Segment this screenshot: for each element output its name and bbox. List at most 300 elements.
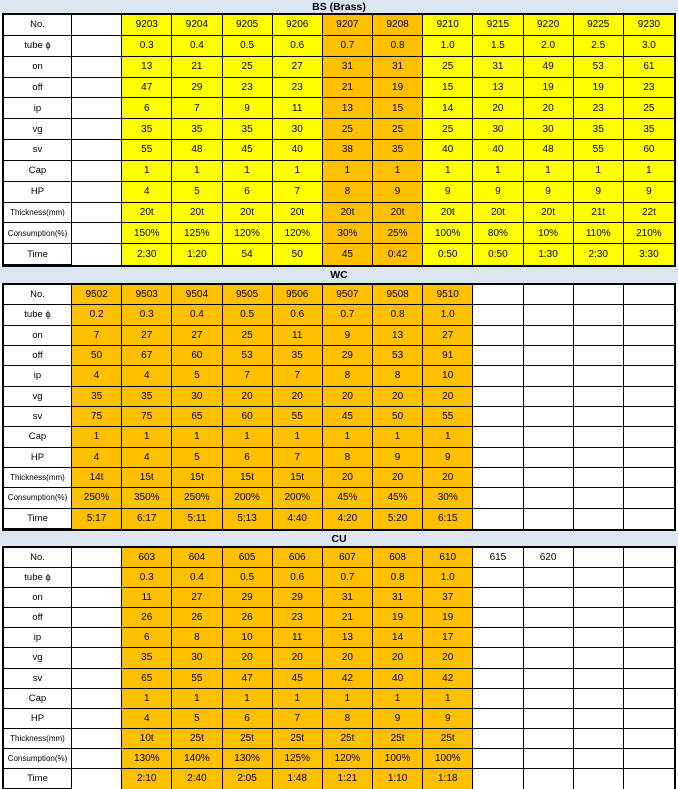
table-cell: 0.8 [373,568,423,588]
row-label: vg [4,387,72,407]
row-label: Cap [4,161,72,182]
table-cell [524,648,574,668]
table-cell: 50 [373,407,423,427]
table-cell: 9 [423,182,473,203]
table-cell: 0.6 [273,568,323,588]
table-cell [524,366,574,386]
table-cell: 20 [423,648,473,668]
table-cell: 15 [373,98,423,119]
table-cell: 9502 [72,285,122,305]
table-cell: 30% [323,223,373,244]
table-cell: 1:20 [172,244,222,265]
table-cell: 20t [373,203,423,224]
table-cell: 1 [323,427,373,447]
table-cell: 11 [273,628,323,648]
row-label: Consumption(%) [4,488,72,508]
table-cell: 606 [273,548,323,568]
table-cell: 42 [423,669,473,689]
table-cell [473,769,523,789]
table-cell [72,749,122,769]
table-cell [473,729,523,749]
table-cell: 200% [223,488,273,508]
table-cell [574,628,624,648]
table-cell [473,709,523,729]
table-cell: 2:40 [172,769,222,789]
table-cell: 9225 [574,15,624,36]
table-cell [72,57,122,78]
row-label: off [4,608,72,628]
table-cell: 1.0 [423,305,473,325]
table-cell: 75 [72,407,122,427]
wc-table [2,283,676,531]
row-label: off [4,346,72,366]
row-label: sv [4,140,72,161]
table-cell: 25 [373,119,423,140]
table-cell [624,305,674,325]
table-cell: 608 [373,548,423,568]
table-cell [473,387,523,407]
row-label: Thickness(mm) [4,468,72,488]
table-cell: 75 [122,407,172,427]
table-cell: 55 [423,407,473,427]
row-label: No. [4,15,72,36]
row-label: ip [4,366,72,386]
table-cell [624,509,674,529]
table-cell [72,98,122,119]
table-cell: 615 [473,548,523,568]
table-cell: 3:30 [624,244,674,265]
table-cell: 65 [122,669,172,689]
table-cell [473,648,523,668]
table-cell: 47 [223,669,273,689]
table-cell: 100% [373,749,423,769]
table-cell [624,689,674,709]
table-cell: 30 [172,387,222,407]
table-cell: 45% [323,488,373,508]
table-cell: 20 [323,648,373,668]
table-cell [524,448,574,468]
table-cell: 13 [323,98,373,119]
table-cell: 20 [423,387,473,407]
table-cell [72,203,122,224]
table-cell: 5 [172,182,222,203]
table-cell: 9505 [223,285,273,305]
table-cell: 0.7 [323,568,373,588]
table-cell [473,468,523,488]
table-cell [624,285,674,305]
table-cell [624,366,674,386]
table-cell: 25t [223,729,273,749]
table-cell: 53 [574,57,624,78]
table-cell: 30 [473,119,523,140]
table-cell: 8 [323,366,373,386]
table-cell: 1 [423,161,473,182]
table-cell: 27 [122,326,172,346]
row-label: ip [4,98,72,119]
table-cell: 1 [122,161,172,182]
table-cell: 25 [423,57,473,78]
table-cell: 1 [574,161,624,182]
table-cell: 9 [223,98,273,119]
table-cell: 1 [122,689,172,709]
table-cell: 1 [172,689,222,709]
table-cell: 140% [172,749,222,769]
table-cell: 23 [273,78,323,99]
table-cell [72,669,122,689]
table-cell: 1 [624,161,674,182]
table-cell: 603 [122,548,172,568]
table-cell [524,729,574,749]
table-cell [574,608,624,628]
table-cell: 0.6 [273,36,323,57]
table-cell: 20 [273,387,323,407]
table-cell [524,628,574,648]
table-cell: 7 [172,98,222,119]
table-cell: 29 [172,78,222,99]
table-cell: 9 [373,182,423,203]
table-cell: 210% [624,223,674,244]
table-cell: 29 [223,588,273,608]
table-cell: 35 [72,387,122,407]
row-label: tube ϕ [4,305,72,325]
table-cell: 19 [423,608,473,628]
table-cell: 35 [624,119,674,140]
table-cell: 80% [473,223,523,244]
table-cell [524,509,574,529]
table-cell: 9207 [323,15,373,36]
table-cell: 53 [373,346,423,366]
table-cell: 1.5 [473,36,523,57]
table-cell: 31 [373,57,423,78]
table-cell: 9 [423,448,473,468]
table-cell [473,669,523,689]
table-cell: 1 [273,427,323,447]
table-cell: 20 [323,468,373,488]
table-cell: 1:21 [323,769,373,789]
row-label: Time [4,769,72,789]
table-cell: 0.7 [323,305,373,325]
table-cell: 38 [323,140,373,161]
table-cell: 20t [423,203,473,224]
table-cell: 8 [323,709,373,729]
table-cell: 47 [122,78,172,99]
table-cell: 20 [323,387,373,407]
table-cell: 10t [122,729,172,749]
table-cell: 35 [172,119,222,140]
table-cell [72,223,122,244]
table-cell: 53 [223,346,273,366]
table-cell: 9506 [273,285,323,305]
table-cell: 25t [323,729,373,749]
table-cell [624,588,674,608]
table-cell [72,15,122,36]
table-cell: 10% [524,223,574,244]
table-cell: 0.8 [373,305,423,325]
table-cell: 6 [223,709,273,729]
table-cell [524,387,574,407]
table-cell: 23 [624,78,674,99]
table-cell: 25 [624,98,674,119]
table-cell [574,769,624,789]
table-cell: 9210 [423,15,473,36]
table-cell: 5 [172,366,222,386]
table-cell: 0.6 [273,305,323,325]
table-cell: 40 [473,140,523,161]
table-cell [624,568,674,588]
table-cell: 11 [273,326,323,346]
table-cell: 35 [122,119,172,140]
row-label: No. [4,285,72,305]
table-cell: 17 [423,628,473,648]
table-cell: 35 [122,387,172,407]
row-label: tube ϕ [4,36,72,57]
row-label: Thickness(mm) [4,729,72,749]
table-cell: 49 [524,57,574,78]
table-cell [524,285,574,305]
table-cell: 25t [423,729,473,749]
table-cell: 1 [172,427,222,447]
table-cell [574,669,624,689]
row-label: Consumption(%) [4,749,72,769]
table-cell [72,709,122,729]
table-cell: 4 [122,182,172,203]
table-cell: 8 [323,182,373,203]
table-cell: 1 [223,427,273,447]
row-label: No. [4,548,72,568]
table-cell: 5:13 [223,509,273,529]
table-cell: 20 [223,648,273,668]
table-cell [473,488,523,508]
table-cell: 1:48 [273,769,323,789]
table-cell: 19 [574,78,624,99]
table-cell: 9 [524,182,574,203]
table-cell: 1 [323,161,373,182]
table-cell: 20 [524,98,574,119]
row-label: tube ϕ [4,568,72,588]
table-cell: 0.2 [72,305,122,325]
table-cell: 6:17 [122,509,172,529]
table-cell: 35 [574,119,624,140]
table-cell [473,749,523,769]
table-cell: 29 [273,588,323,608]
table-cell: 2:05 [223,769,273,789]
table-cell: 45% [373,488,423,508]
table-cell: 0.4 [172,305,222,325]
table-cell: 45 [323,244,373,265]
table-cell: 8 [172,628,222,648]
table-cell: 26 [223,608,273,628]
table-cell [473,285,523,305]
table-cell [574,709,624,729]
table-cell: 20t [223,203,273,224]
table-cell [624,548,674,568]
table-cell: 4:40 [273,509,323,529]
table-cell [524,468,574,488]
table-cell: 2.5 [574,36,624,57]
table-cell [72,161,122,182]
table-cell [524,709,574,729]
table-cell: 14t [72,468,122,488]
table-cell: 15t [122,468,172,488]
table-cell: 1 [72,427,122,447]
row-label: Thickness(mm) [4,203,72,224]
table-cell: 9230 [624,15,674,36]
table-cell [473,509,523,529]
table-cell [473,326,523,346]
table-cell: 5:20 [373,509,423,529]
table-cell: 100% [423,749,473,769]
table-cell [574,568,624,588]
table-cell: 9 [373,448,423,468]
table-cell: 22t [624,203,674,224]
table-cell: 40 [423,140,473,161]
table-cell: 250% [172,488,222,508]
table-cell: 42 [323,669,373,689]
table-cell: 130% [223,749,273,769]
table-cell [574,387,624,407]
table-cell: 120% [323,749,373,769]
row-label: Time [4,244,72,265]
table-cell [574,407,624,427]
table-cell: 200% [273,488,323,508]
table-cell: 7 [273,182,323,203]
table-cell: 14 [423,98,473,119]
table-cell [473,588,523,608]
row-label: ip [4,628,72,648]
table-cell [72,36,122,57]
table-cell: 9 [423,709,473,729]
table-cell: 120% [273,223,323,244]
table-cell [72,568,122,588]
table-cell: 3.0 [624,36,674,57]
table-cell [624,326,674,346]
table-cell: 50 [72,346,122,366]
table-cell [473,427,523,447]
table-cell: 0:50 [423,244,473,265]
table-cell: 25 [223,57,273,78]
table-cell [624,709,674,729]
table-cell: 55 [273,407,323,427]
table-cell: 6:15 [423,509,473,529]
table-cell: 1 [122,427,172,447]
row-label: HP [4,182,72,203]
table-cell: 2:30 [574,244,624,265]
table-cell: 0:42 [373,244,423,265]
table-cell: 27 [172,588,222,608]
table-cell: 20 [223,387,273,407]
table-cell [72,244,122,265]
table-cell [524,346,574,366]
table-cell: 48 [172,140,222,161]
table-cell: 19 [373,78,423,99]
table-cell: 13 [473,78,523,99]
table-cell: 60 [223,407,273,427]
table-cell [624,488,674,508]
table-cell [624,387,674,407]
table-cell: 6 [122,628,172,648]
table-cell: 1 [172,161,222,182]
table-cell: 91 [423,346,473,366]
table-cell [574,588,624,608]
table-cell: 9507 [323,285,373,305]
row-label: vg [4,119,72,140]
table-cell: 15t [273,468,323,488]
table-cell: 20 [423,468,473,488]
table-cell: 14 [373,628,423,648]
table-cell: 20 [373,387,423,407]
row-label: sv [4,407,72,427]
table-cell: 48 [524,140,574,161]
table-cell [473,407,523,427]
table-cell: 25t [172,729,222,749]
table-cell [473,608,523,628]
table-cell [473,366,523,386]
table-cell: 125% [273,749,323,769]
table-cell [524,568,574,588]
table-cell: 604 [172,548,222,568]
table-cell: 605 [223,548,273,568]
table-cell: 35 [223,119,273,140]
table-cell [72,689,122,709]
table-cell: 55 [172,669,222,689]
table-cell [624,346,674,366]
table-cell: 15t [172,468,222,488]
table-cell [624,749,674,769]
table-cell [72,140,122,161]
table-cell: 1 [473,161,523,182]
table-cell: 55 [122,140,172,161]
table-cell [624,628,674,648]
table-cell [624,448,674,468]
table-cell: 8 [373,366,423,386]
bs-brass-title: BS (Brass) [0,0,678,13]
table-cell: 26 [122,608,172,628]
table-cell: 1 [373,427,423,447]
table-cell: 1 [373,161,423,182]
table-cell [524,689,574,709]
table-cell: 1 [423,427,473,447]
table-cell: 130% [122,749,172,769]
table-cell: 150% [122,223,172,244]
table-cell: 7 [273,366,323,386]
table-cell: 0.7 [323,36,373,57]
table-cell: 9220 [524,15,574,36]
table-cell [624,608,674,628]
table-cell: 4 [122,366,172,386]
table-cell: 5 [172,448,222,468]
table-cell: 9504 [172,285,222,305]
table-cell: 30 [273,119,323,140]
table-cell: 6 [223,448,273,468]
table-cell: 9 [574,182,624,203]
table-cell: 20 [273,648,323,668]
table-cell: 0.4 [172,568,222,588]
table-cell [574,729,624,749]
table-cell: 0.3 [122,568,172,588]
table-cell: 1 [323,689,373,709]
table-cell [624,769,674,789]
table-cell: 9215 [473,15,523,36]
table-cell [72,729,122,749]
table-cell: 20 [473,98,523,119]
table-cell: 9508 [373,285,423,305]
table-cell: 54 [223,244,273,265]
table-cell: 10 [423,366,473,386]
table-cell: 1.0 [423,36,473,57]
table-cell: 25t [373,729,423,749]
table-cell: 0.3 [122,305,172,325]
table-cell: 110% [574,223,624,244]
